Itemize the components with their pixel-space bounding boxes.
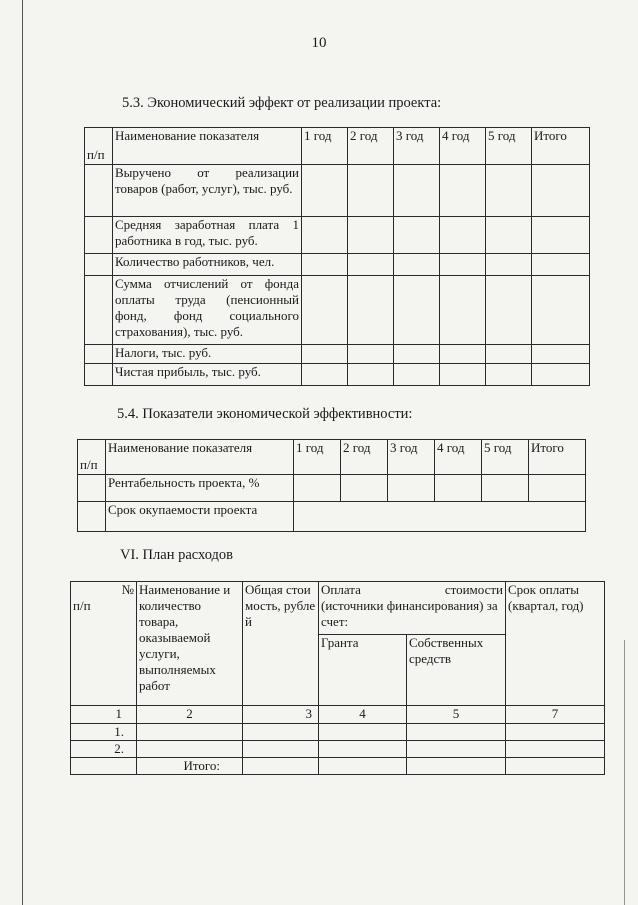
header-num-pp: п/п <box>73 598 91 613</box>
header-year-4: 4 год <box>435 440 482 475</box>
colnum-7: 7 <box>506 706 605 724</box>
efficiency-indicators-table <box>77 439 586 532</box>
section-5-3-title: 5.3. Экономический эффект от реализации проекта: <box>122 95 442 111</box>
header-year-5: 5 год <box>486 128 532 165</box>
header-year-4: 4 год <box>440 128 486 165</box>
header-num-sign: № <box>121 582 134 597</box>
header-indicator-name: Наименование показателя <box>113 128 302 165</box>
header-payment-term: Срок оплаты (квартал, год) <box>506 582 605 706</box>
scan-edge-left <box>22 0 23 905</box>
header-year-3: 3 год <box>388 440 435 475</box>
expense-plan-table <box>70 581 605 775</box>
table-row <box>85 345 590 364</box>
table-row <box>85 276 590 345</box>
table-row <box>85 165 590 217</box>
header-payment-right: стоимости <box>444 582 504 597</box>
header-payment-sources <box>319 582 506 635</box>
section-5-4-title: 5.4. Показатели экономической эффективности: <box>117 406 413 422</box>
colnum-4: 4 <box>319 706 407 724</box>
row-number: 2. <box>71 741 137 758</box>
table-row <box>71 741 605 758</box>
colnum-1: 1 <box>71 706 137 724</box>
header-num <box>71 582 137 706</box>
header-year-5: 5 год <box>482 440 529 475</box>
total-label: Итого: <box>137 758 243 775</box>
row-payback-label: Срок окупаемости проекта <box>106 502 294 532</box>
header-indicator-name: Наименование показателя <box>106 440 294 475</box>
header-num: п/п <box>85 128 113 165</box>
scan-edge-right <box>624 640 625 905</box>
table-row <box>85 364 590 386</box>
table-header-row <box>71 582 605 635</box>
table-header-row <box>85 128 590 165</box>
table-row <box>78 502 586 532</box>
header-total: Итого <box>532 128 590 165</box>
section-6-title: VI. План расходов <box>120 547 234 563</box>
total-row <box>71 758 605 775</box>
header-year-2: 2 год <box>341 440 388 475</box>
header-item-name: Наименование и количество товара, оказываемой услуги, выполняемых работ <box>137 582 243 706</box>
table-header-row <box>78 440 586 475</box>
header-own-funds: Собственных средств <box>407 635 506 706</box>
colnum-3: 3 <box>243 706 319 724</box>
header-year-1: 1 год <box>302 128 348 165</box>
row-number: 1. <box>71 724 137 741</box>
row-avg-salary-label: Средняя заработная плата 1 работника в год, тыс. руб. <box>113 217 302 254</box>
table-row <box>71 724 605 741</box>
header-year-1: 1 год <box>294 440 341 475</box>
row-payroll-deductions-label: Сумма отчислений от фонда оплаты труда (пенсионный фонд, фонд социального страхования), тыс. руб. <box>113 276 302 345</box>
row-profitability-label: Рентабельность проекта, % <box>106 475 294 502</box>
column-numbers-row <box>71 706 605 724</box>
table-row <box>85 217 590 254</box>
header-payment-left: Оплата <box>321 582 361 597</box>
header-grant: Гранта <box>319 635 407 706</box>
header-total-cost: Общая стоимость, рублей <box>243 582 319 706</box>
row-revenue-label: Выручено от реализации товаров (работ, услуг), тыс. руб. <box>113 165 302 217</box>
header-payment-rest: (источники финансирования) за счет: <box>321 598 498 629</box>
header-year-2: 2 год <box>348 128 394 165</box>
page-number: 10 <box>311 35 327 51</box>
row-taxes-label: Налоги, тыс. руб. <box>113 345 302 364</box>
row-employees-label: Количество работников, чел. <box>113 254 302 276</box>
economic-effect-table <box>84 127 590 386</box>
colnum-2: 2 <box>137 706 243 724</box>
header-total: Итого <box>529 440 586 475</box>
table-row <box>78 475 586 502</box>
colnum-5: 5 <box>407 706 506 724</box>
header-num: п/п <box>78 440 106 475</box>
header-year-3: 3 год <box>394 128 440 165</box>
row-net-profit-label: Чистая прибыль, тыс. руб. <box>113 364 302 386</box>
table-row <box>85 254 590 276</box>
